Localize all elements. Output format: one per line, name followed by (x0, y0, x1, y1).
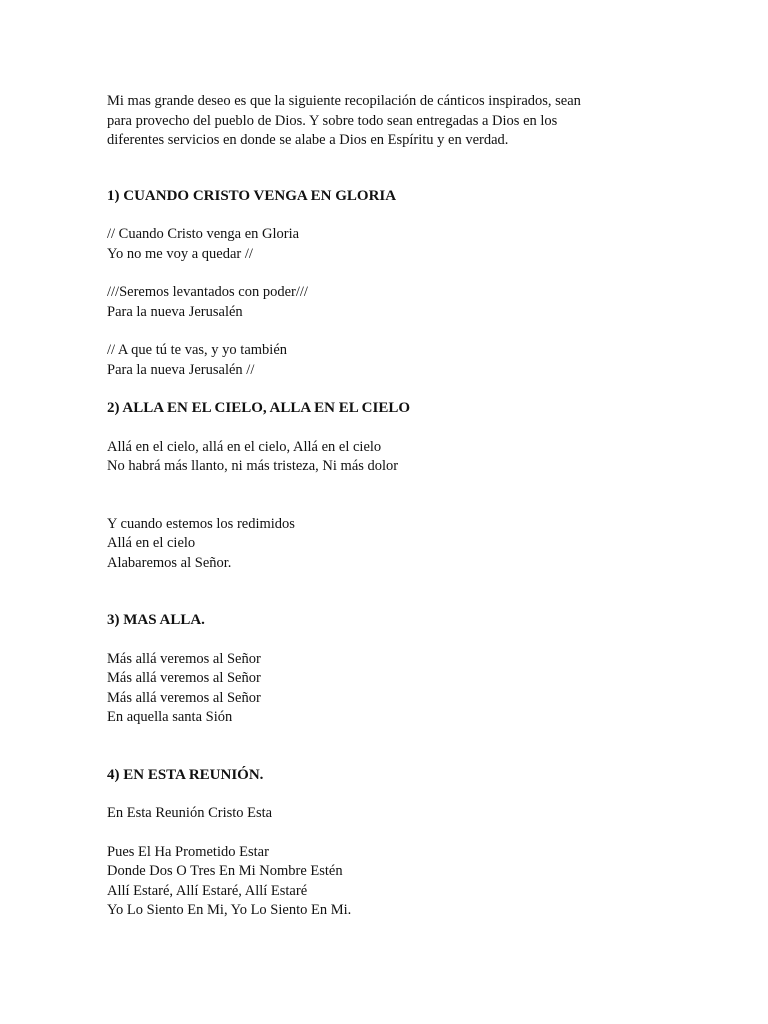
lyric-line: Y cuando estemos los redimidos (107, 515, 295, 532)
stanza (107, 843, 707, 921)
intro-line: para provecho del pueblo de Dios. Y sobre todo sean entregadas a Dios en los (107, 112, 558, 129)
lyric-line: Más allá veremos al Señor (107, 650, 261, 667)
song-2 (107, 399, 707, 573)
lyric-line: ///Seremos levantados con poder/// (107, 284, 308, 300)
song-title: 4) EN ESTA REUNIÓN. (107, 766, 264, 783)
song-title: 2) ALLA EN EL CIELO, ALLA EN EL CIELO (107, 400, 411, 416)
song-title: 3) MAS ALLA. (107, 612, 205, 628)
lyric-line: Yo no me voy a quedar // (107, 245, 253, 262)
stanza (107, 225, 707, 264)
lyric-line: No habrá más llanto, ni más tristeza, Ni más dolor (107, 458, 399, 474)
stanza (107, 283, 707, 322)
lyric-line: En aquella santa Sión (107, 709, 233, 725)
intro-paragraph (107, 92, 707, 151)
lyric-line: Yo Lo Siento En Mi, Yo Lo Siento En Mi. (107, 902, 352, 918)
lyric-line: Más allá veremos al Señor (107, 670, 261, 686)
document-page (107, 92, 707, 921)
lyric-line: Para la nueva Jerusalén // (107, 361, 255, 378)
intro-line: diferentes servicios en donde se alabe a Dios en Espíritu y en verdad. (107, 132, 509, 148)
lyric-line: Allí Estaré, Allí Estaré, Allí Estaré (107, 882, 308, 899)
stanza (107, 515, 707, 574)
stanza (107, 341, 707, 380)
stanza (107, 438, 707, 477)
lyric-line: Más allá veremos al Señor (107, 689, 261, 706)
stanza (107, 804, 707, 824)
song-4 (107, 766, 707, 921)
song-title: 1) CUANDO CRISTO VENGA EN GLORIA (107, 187, 397, 204)
song-1 (107, 187, 707, 381)
lyric-line: Pues El Ha Prometido Estar (107, 843, 269, 860)
lyric-line: // Cuando Cristo venga en Gloria (107, 226, 300, 242)
lyric-line: Para la nueva Jerusalén (107, 303, 243, 320)
lyric-line: // A que tú te vas, y yo también (107, 342, 288, 358)
lyric-line: Allá en el cielo (107, 535, 196, 551)
stanza (107, 650, 707, 728)
lyric-line: Alabaremos al Señor. (107, 554, 232, 571)
song-3 (107, 611, 707, 728)
lyric-line: Allá en el cielo, allá en el cielo, Allá en el cielo (107, 438, 382, 455)
lyric-line: Donde Dos O Tres En Mi Nombre Estén (107, 863, 343, 879)
lyric-line: En Esta Reunión Cristo Esta (107, 805, 273, 821)
intro-line: Mi mas grande deseo es que la siguiente recopilación de cánticos inspirados, sean (107, 93, 581, 109)
